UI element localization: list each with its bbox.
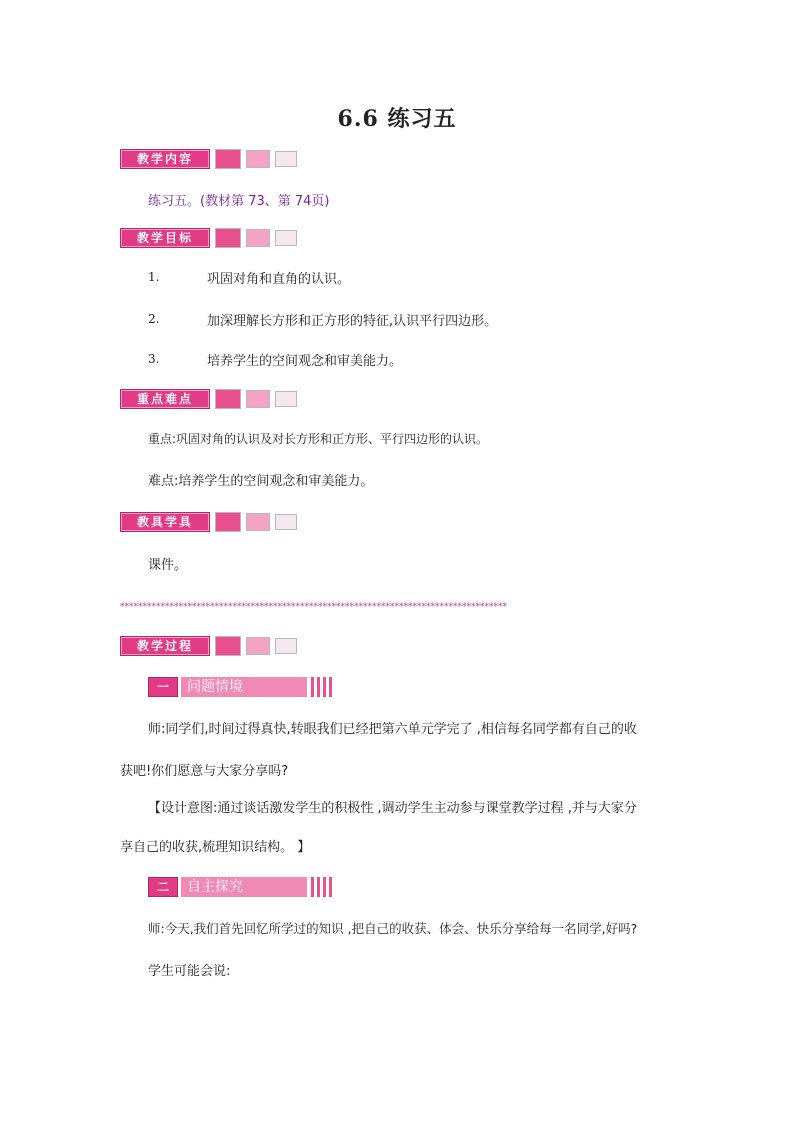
section-label: 教学目标 [120,228,210,248]
decor-bars [311,677,335,697]
decor-square [246,150,270,168]
decor-square [246,637,270,655]
paragraph-line: 师:同学们,时间过得真快,转眼我们已经把第六单元学完了 ,相信每名同学都有自己的收 [148,722,637,737]
decor-square [215,228,241,248]
decor-square [246,229,270,247]
subsection-number: 二 [148,877,178,897]
goal-number: 1. [148,270,160,284]
decor-square [275,514,297,530]
decor-square [275,230,297,246]
subsection-number: 一 [148,677,178,697]
section-header-tools [120,512,297,532]
decor-square [215,636,241,656]
subsection-title: 问题情境 [181,677,307,697]
paragraph-line: 获吧!你们愿意与大家分享吗? [120,764,289,779]
decor-square [246,390,270,408]
decor-square [246,513,270,531]
goal-text: 巩固对角和直角的认识。 [207,272,351,287]
page-title: 6.6 练习五 [337,106,457,132]
section-header-goals [120,228,297,248]
content-text: 练习五。(教材第 73、第 74页) [148,194,330,209]
subsection-header-2 [148,877,335,897]
paragraph-line: 师:今天,我们首先回忆所学过的知识 ,把自己的收获、体会、快乐分享给每一名同学,好吗? [148,921,638,936]
section-header-content [120,149,297,169]
section-label: 教学过程 [120,636,210,656]
goal-number: 2. [148,312,160,326]
decor-square [275,391,297,407]
decor-square [275,638,297,654]
paragraph-line: 享自己的收获,梳理知识结构。 】 [120,840,311,855]
goal-text: 加深理解长方形和正方形的特征,认识平行四边形。 [207,314,498,329]
subsection-title: 自主探究 [181,877,307,897]
difficult-point-text: 难点:培养学生的空间观念和审美能力。 [148,474,374,489]
subsection-header-1 [148,677,335,697]
tools-text: 课件。 [148,558,188,573]
decor-square [215,389,241,409]
key-point-text: 重点:巩固对角的认识及对长方形和正方形、平行四边形的认识。 [148,432,489,446]
section-header-keypoints [120,389,297,409]
decor-square [215,149,241,169]
divider-stars: ************************************************************************************** [120,602,507,612]
decor-square [275,151,297,167]
section-label: 教具学具 [120,512,210,532]
paragraph-line: 学生可能会说: [148,964,231,979]
decor-bars [311,877,335,897]
decor-square [215,512,241,532]
section-label: 教学内容 [120,149,210,169]
paragraph-line: 【设计意图:通过谈话激发学生的积极性 ,调动学生主动参与课堂教学过程 ,并与大家分 [148,801,637,816]
section-label: 重点难点 [120,389,210,409]
section-header-process [120,636,297,656]
goal-text: 培养学生的空间观念和审美能力。 [207,354,403,369]
goal-number: 3. [148,352,160,366]
